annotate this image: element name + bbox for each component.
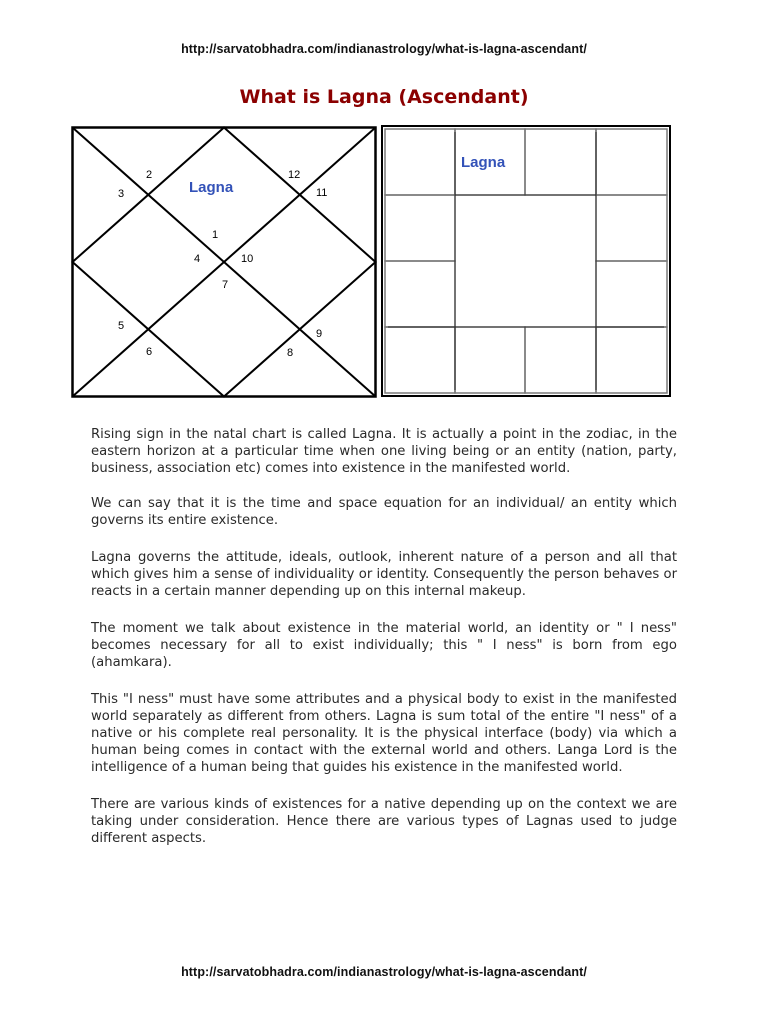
south-chart-lagna-label: Lagna: [461, 154, 506, 171]
north-indian-chart: [71, 126, 377, 398]
footer-url[interactable]: http://sarvatobhadra.com/indianastrology/what-is-lagna-ascendant/: [181, 965, 587, 979]
paragraph-6: There are various kinds of existences for a native depending up on the context we are taking under consideration. Hence there are various types of Lagnas used to judge different aspects.: [91, 797, 677, 846]
header-url[interactable]: http://sarvatobhadra.com/indianastrology/what-is-lagna-ascendant/: [181, 42, 587, 56]
paragraph-3: Lagna governs the attitude, ideals, outlook, inherent nature of a person and all that which gives him a sense of individuality or identity. Consequently the person behaves or reacts in a certain manner depending up on this internal makeup.: [91, 550, 677, 599]
paragraph-4: The moment we talk about existence in the material world, an identity or " I ness" becomes necessary for all to exist individually; this " I ness" is born from ego (ahamkara).: [91, 621, 677, 670]
house-number-4: 4: [194, 253, 201, 265]
south-indian-chart: [381, 125, 671, 397]
house-number-3: 3: [118, 188, 125, 200]
house-number-2: 2: [146, 169, 153, 181]
paragraph-1: Rising sign in the natal chart is called Lagna. It is actually a point in the zodiac, in the eastern horizon at a particular time when one living being or an entity (nation, party, business, association etc) comes into existence in the manifested world.: [91, 427, 677, 476]
house-number-6: 6: [146, 346, 153, 358]
article-body: [91, 426, 677, 865]
house-number-11: 11: [316, 187, 328, 199]
page-title: What is Lagna (Ascendant): [239, 86, 529, 108]
house-number-12: 12: [288, 169, 301, 181]
house-number-1: 1: [212, 229, 219, 241]
house-number-8: 8: [287, 347, 294, 359]
paragraph-5: This "I ness" must have some attributes and a physical body to exist in the manifested world separately as different from others. Lagna is sum total of the entire "I ness" of a native or his complete real personality. It is the physical interface (body) via which a human being comes in contact with the external world and others. Langa Lord is the intelligence of a human being that guides his existence in the manifested world.: [91, 692, 677, 775]
north-chart-lagna-label: Lagna: [189, 179, 234, 196]
paragraph-2: We can say that it is the time and space equation for an individual/ an entity which governs its entire existence.: [91, 496, 677, 528]
house-number-10: 10: [241, 253, 254, 265]
house-number-9: 9: [316, 328, 323, 340]
house-number-7: 7: [222, 279, 229, 291]
house-number-5: 5: [118, 320, 125, 332]
